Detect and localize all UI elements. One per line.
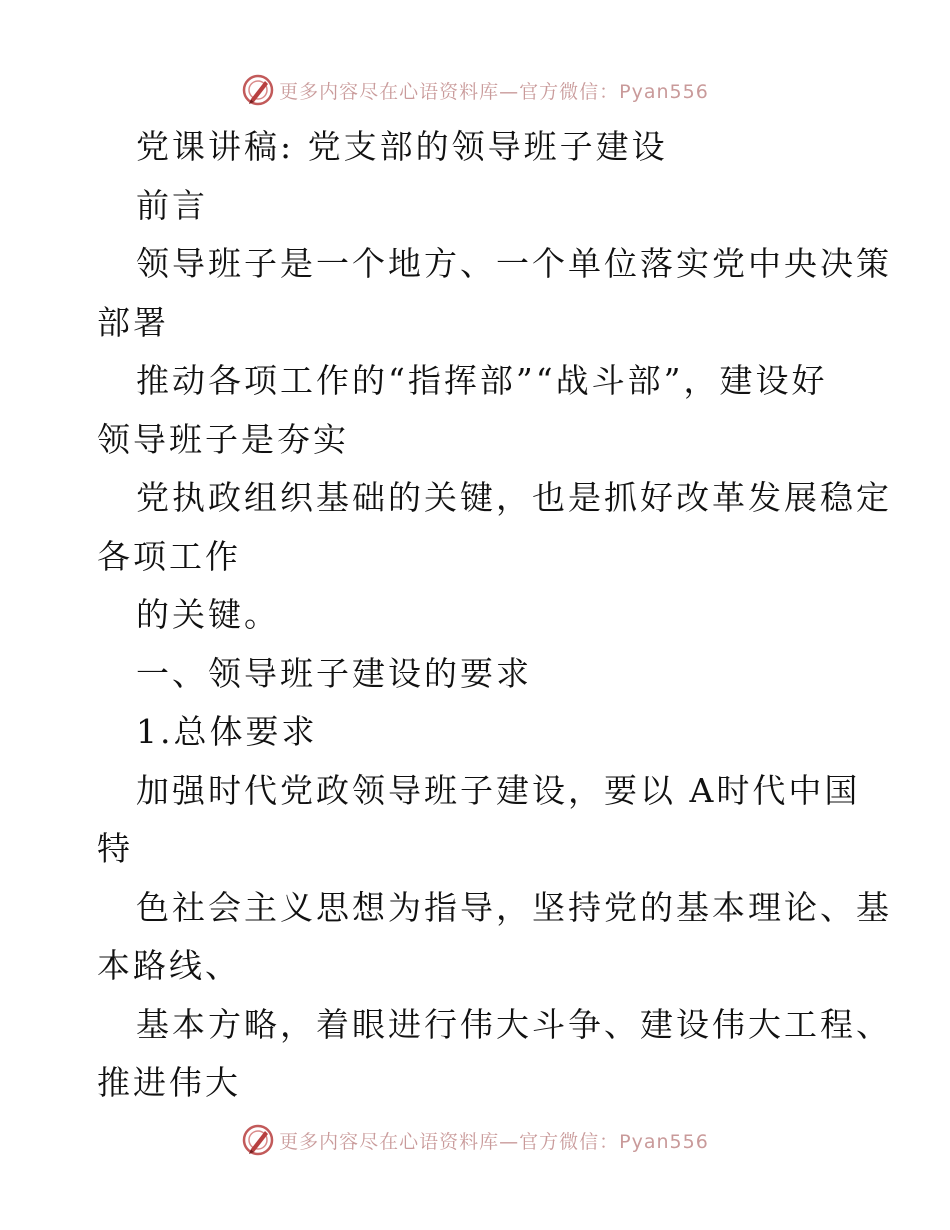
text-line: 领导班子是一个地方、一个单位落实党中央决策 xyxy=(136,244,892,283)
text-line: 各项工作 xyxy=(97,536,241,576)
text-line: 基本方略，着眼进行伟大斗争、建设伟大工程、 xyxy=(136,1004,892,1044)
text-line: 色社会主义思想为指导，坚持党的基本理论、基 xyxy=(136,887,892,927)
text-line: 党课讲稿: 党支部的领导班子建设 xyxy=(136,127,668,166)
text-line: 推动各项工作的“指挥部”“战斗部”，建设好 xyxy=(136,361,828,400)
text-line: 推进伟大 xyxy=(97,1063,241,1102)
text-line: 部署 xyxy=(97,302,169,342)
pen-logo-icon xyxy=(241,1123,275,1157)
text-line: 1.总体要求 xyxy=(136,712,318,751)
text-line: 特 xyxy=(97,829,133,868)
text-line: 党执政组织基础的关键，也是抓好改革发展稳定 xyxy=(136,478,892,517)
watermark-text: 更多内容尽在心语资料库—官方微信：Pyan556 xyxy=(279,80,709,103)
text-line: 领导班子是夯实 xyxy=(97,419,349,459)
text-line: 的关键。 xyxy=(136,595,280,634)
footer-watermark xyxy=(0,1120,950,1160)
text-line: 前言 xyxy=(136,185,208,225)
watermark-text: 更多内容尽在心语资料库—官方微信：Pyan556 xyxy=(279,1130,709,1153)
pen-logo-icon xyxy=(241,73,275,107)
header-watermark xyxy=(0,70,950,110)
text-line: 本路线、 xyxy=(97,946,241,985)
text-line: 加强时代党政领导班子建设，要以 A时代中国 xyxy=(136,770,861,810)
document-body xyxy=(97,118,892,1113)
text-line: 一、领导班子建设的要求 xyxy=(136,653,532,693)
